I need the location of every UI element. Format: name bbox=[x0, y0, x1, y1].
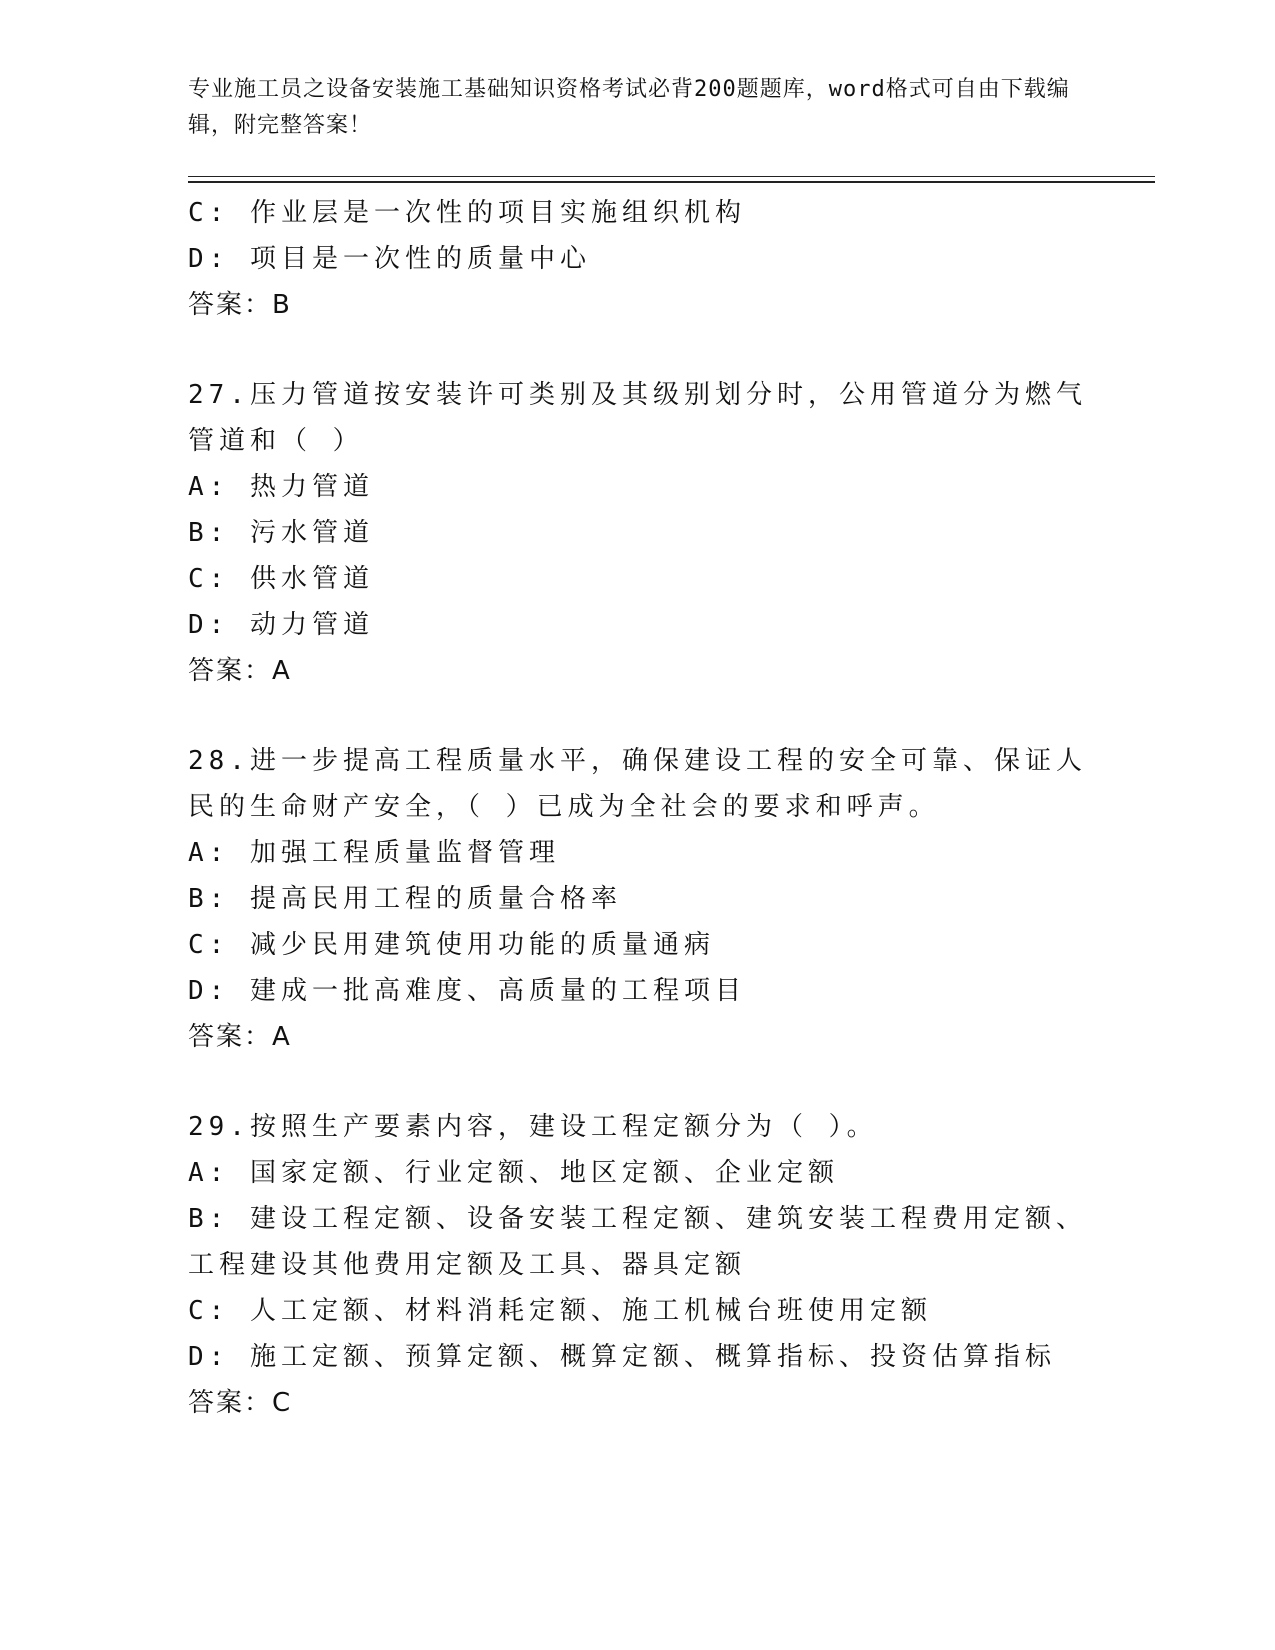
option-d: D: 施工定额、预算定额、概算定额、概算指标、投资估算指标 bbox=[188, 1342, 1056, 1372]
option-a: A: 国家定额、行业定额、地区定额、企业定额 bbox=[188, 1158, 839, 1188]
answer: 答案：A bbox=[188, 656, 292, 686]
document-header: 专业施工员之设备安装施工基础知识资格考试必背200题题库，word格式可自由下载编辑，附完整答案！ bbox=[188, 77, 1070, 138]
answer: 答案：B bbox=[188, 290, 292, 320]
option-b: B: 污水管道 bbox=[188, 518, 374, 548]
option-b: B: 提高民用工程的质量合格率 bbox=[188, 884, 622, 914]
spacer bbox=[188, 1060, 1088, 1104]
question-26-continuation bbox=[188, 190, 1088, 328]
option-c: C: 人工定额、材料消耗定额、施工机械台班使用定额 bbox=[188, 1296, 932, 1326]
question-stem: 29.按照生产要素内容，建设工程定额分为（ ）。 bbox=[188, 1112, 878, 1142]
spacer bbox=[188, 328, 1088, 372]
spacer bbox=[188, 694, 1088, 738]
option-a: A: 热力管道 bbox=[188, 472, 374, 502]
header-divider-thick bbox=[188, 181, 1155, 183]
answer: 答案：A bbox=[188, 1022, 292, 1052]
option-c: C: 供水管道 bbox=[188, 564, 374, 594]
question-stem: 27.压力管道按安装许可类别及其级别划分时，公用管道分为燃气管道和（ ） bbox=[188, 380, 1087, 456]
question-28 bbox=[188, 738, 1088, 1060]
option-d: D: 建成一批高难度、高质量的工程项目 bbox=[188, 976, 746, 1006]
option-d: D: 项目是一次性的质量中心 bbox=[188, 244, 591, 274]
header-divider-thin bbox=[188, 176, 1155, 177]
option-c: C: 减少民用建筑使用功能的质量通病 bbox=[188, 930, 715, 960]
option-b: B: 建设工程定额、设备安装工程定额、建筑安装工程费用定额、工程建设其他费用定额及工具、器具定额 bbox=[188, 1204, 1087, 1280]
question-29 bbox=[188, 1104, 1088, 1426]
question-list bbox=[188, 190, 1088, 1426]
option-a: A: 加强工程质量监督管理 bbox=[188, 838, 560, 868]
question-27 bbox=[188, 372, 1088, 694]
option-c: C: 作业层是一次性的项目实施组织机构 bbox=[188, 198, 746, 228]
question-stem: 28.进一步提高工程质量水平，确保建设工程的安全可靠、保证人民的生命财产安全，（ ）已成为全社会的要求和呼声。 bbox=[188, 746, 1087, 822]
answer: 答案：C bbox=[188, 1388, 293, 1418]
option-d: D: 动力管道 bbox=[188, 610, 374, 640]
